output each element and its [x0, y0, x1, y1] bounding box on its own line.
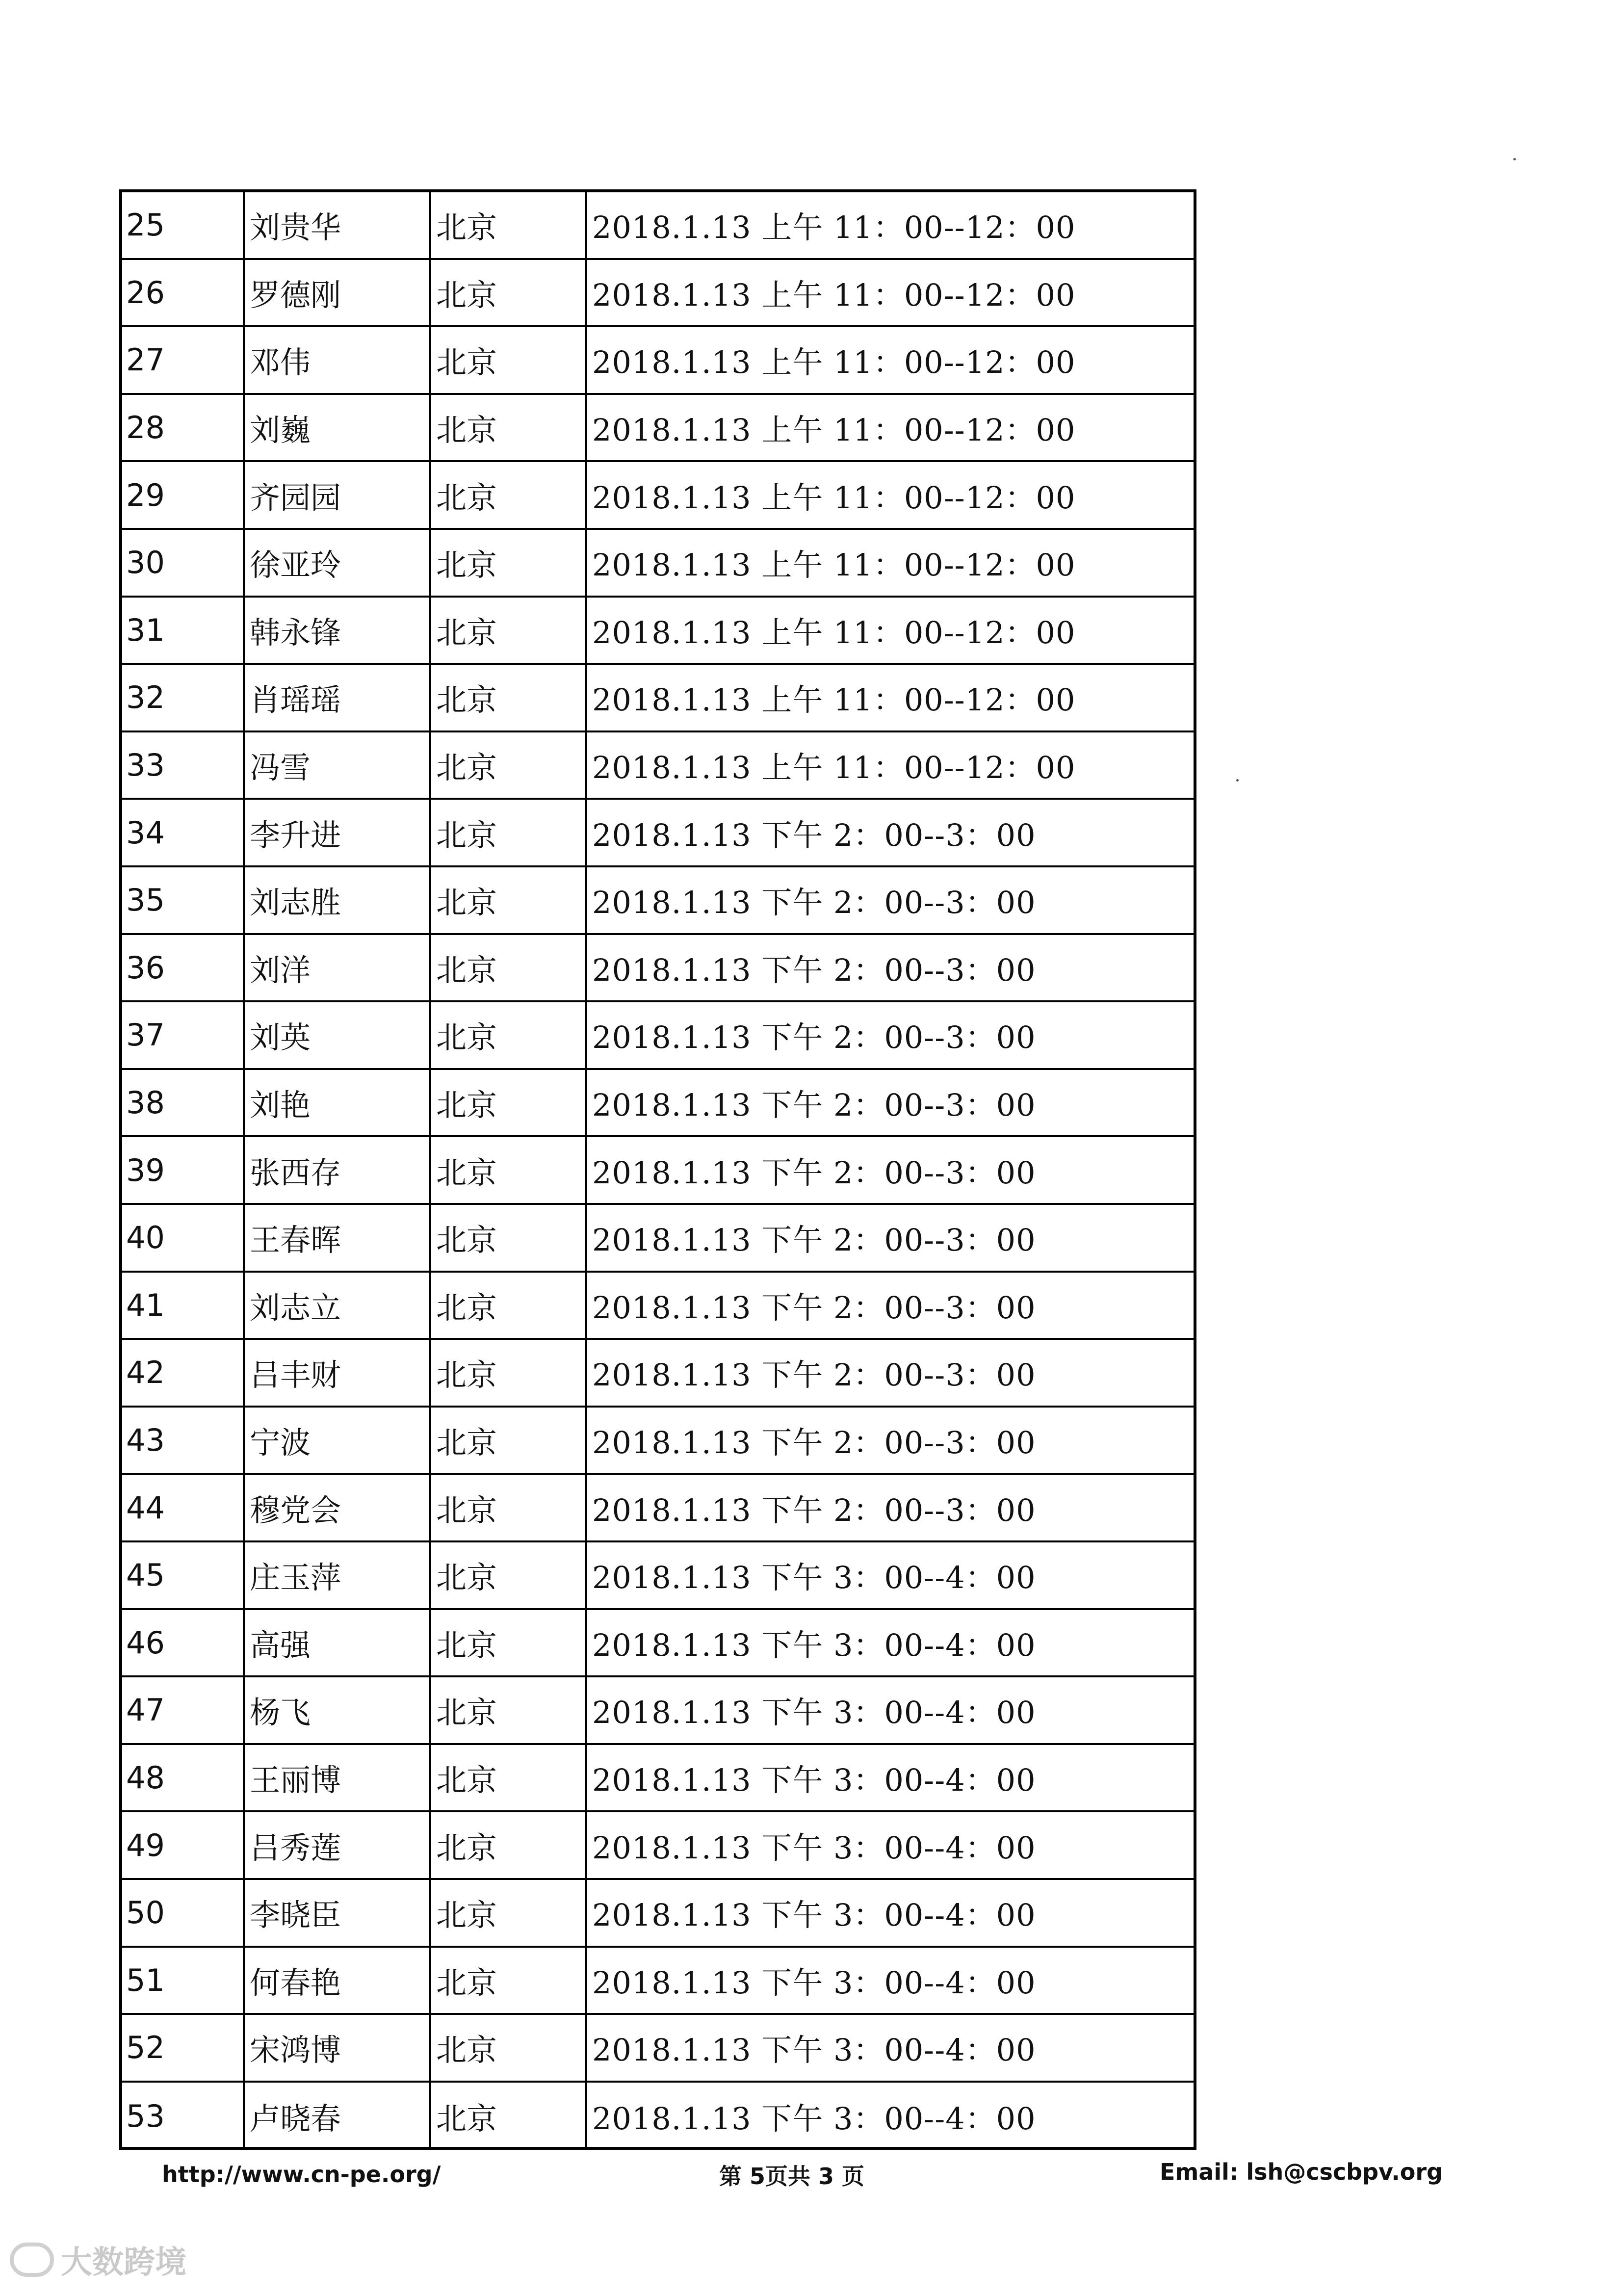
row-number: 29: [126, 477, 165, 513]
row-number: 35: [126, 882, 165, 918]
row-name: 张西存: [250, 1154, 341, 1191]
row-number: 50: [126, 1895, 165, 1931]
row-city: 北京: [436, 1019, 497, 1056]
table-row: [122, 1812, 1194, 1880]
row-time: 2018.1.13 上午 11：00--12：00: [592, 547, 1076, 583]
footer-page-number: 第 5页共 3 页: [719, 2163, 865, 2190]
row-number: 53: [126, 2098, 165, 2135]
row-name: 李升进: [250, 817, 341, 853]
table-row: [122, 1205, 1194, 1273]
table-row: [122, 598, 1194, 665]
row-number: 25: [126, 207, 165, 243]
table-row: [122, 1002, 1194, 1070]
row-city: 北京: [436, 750, 497, 786]
table-row: [122, 1745, 1194, 1813]
schedule-table: [119, 189, 1196, 2150]
row-name: 邓伟: [250, 344, 311, 381]
row-city: 北京: [436, 614, 497, 651]
row-name: 刘贵华: [250, 209, 341, 246]
table-row: [122, 1070, 1194, 1138]
row-city: 北京: [436, 1087, 497, 1123]
row-time: 2018.1.13 下午 2：00--3：00: [592, 817, 1036, 853]
row-number: 33: [126, 747, 165, 783]
row-name: 高强: [250, 1627, 311, 1663]
row-number: 27: [126, 342, 165, 378]
row-time: 2018.1.13 下午 2：00--3：00: [592, 885, 1036, 921]
row-number: 38: [126, 1085, 165, 1121]
row-city: 北京: [436, 952, 497, 988]
row-name: 何春艳: [250, 1964, 341, 2001]
row-city: 北京: [436, 209, 497, 246]
row-city: 北京: [436, 547, 497, 583]
row-city: 北京: [436, 817, 497, 853]
watermark-logo-icon: [10, 2243, 54, 2277]
row-time: 2018.1.13 下午 3：00--4：00: [592, 1897, 1036, 1933]
row-time: 2018.1.13 下午 3：00--4：00: [592, 1829, 1036, 1866]
row-name: 李晓臣: [250, 1897, 341, 1933]
row-name: 韩永锋: [250, 614, 341, 651]
row-time: 2018.1.13 下午 3：00--4：00: [592, 2032, 1036, 2068]
row-time: 2018.1.13 下午 2：00--3：00: [592, 1492, 1036, 1528]
row-time: 2018.1.13 下午 2：00--3：00: [592, 1222, 1036, 1258]
table-row: [122, 327, 1194, 395]
row-name: 卢晓春: [250, 2101, 341, 2137]
row-time: 2018.1.13 上午 11：00--12：00: [592, 277, 1076, 313]
row-city: 北京: [436, 1964, 497, 2001]
row-name: 刘英: [250, 1019, 311, 1056]
row-name: 宋鸿博: [250, 2032, 341, 2068]
table-row: [122, 665, 1194, 732]
row-time: 2018.1.13 下午 3：00--4：00: [592, 2101, 1036, 2137]
row-city: 北京: [436, 2032, 497, 2068]
footer-url: http://www.cn-pe.org/: [162, 2161, 441, 2188]
row-time: 2018.1.13 下午 2：00--3：00: [592, 1357, 1036, 1393]
row-name: 穆党会: [250, 1492, 341, 1528]
table-row: [122, 1408, 1194, 1475]
row-time: 2018.1.13 下午 3：00--4：00: [592, 1695, 1036, 1731]
table-row: [122, 530, 1194, 598]
row-name: 齐园园: [250, 479, 341, 516]
row-number: 36: [126, 949, 165, 986]
row-time: 2018.1.13 下午 3：00--4：00: [592, 1762, 1036, 1799]
row-name: 杨飞: [250, 1695, 311, 1731]
row-time: 2018.1.13 上午 11：00--12：00: [592, 479, 1076, 516]
table-row: [122, 192, 1194, 260]
row-time: 2018.1.13 上午 11：00--12：00: [592, 209, 1076, 246]
table-row: [122, 732, 1194, 800]
row-time: 2018.1.13 下午 2：00--3：00: [592, 1019, 1036, 1056]
row-time: 2018.1.13 上午 11：00--12：00: [592, 344, 1076, 381]
watermark-text: 大数跨境: [61, 2244, 186, 2281]
table-row: [122, 2083, 1194, 2150]
table-row: [122, 1677, 1194, 1745]
row-time: 2018.1.13 上午 11：00--12：00: [592, 614, 1076, 651]
row-number: 41: [126, 1287, 165, 1323]
row-time: 2018.1.13 下午 3：00--4：00: [592, 1560, 1036, 1596]
row-name: 徐亚玲: [250, 547, 341, 583]
footer-email: Email: lsh@cscbpv.org: [1160, 2159, 1443, 2185]
table-row: [122, 1137, 1194, 1205]
row-number: 52: [126, 2030, 165, 2066]
row-number: 48: [126, 1760, 165, 1796]
row-city: 北京: [436, 682, 497, 718]
row-number: 49: [126, 1827, 165, 1863]
row-city: 北京: [436, 412, 497, 448]
row-name: 王春晖: [250, 1222, 341, 1258]
row-number: 31: [126, 612, 165, 648]
row-city: 北京: [436, 1695, 497, 1731]
row-city: 北京: [436, 1357, 497, 1393]
row-number: 51: [126, 1962, 165, 1998]
row-city: 北京: [436, 479, 497, 516]
row-time: 2018.1.13 下午 2：00--3：00: [592, 1154, 1036, 1191]
row-city: 北京: [436, 1627, 497, 1663]
row-name: 刘艳: [250, 1087, 311, 1123]
row-number: 39: [126, 1152, 165, 1188]
row-number: 46: [126, 1624, 165, 1661]
row-number: 37: [126, 1017, 165, 1053]
row-name: 庄玉萍: [250, 1560, 341, 1596]
row-time: 2018.1.13 下午 2：00--3：00: [592, 1289, 1036, 1326]
table-row: [122, 1610, 1194, 1678]
table-row: [122, 1340, 1194, 1408]
row-number: 34: [126, 814, 165, 851]
table-row: [122, 1273, 1194, 1340]
row-city: 北京: [436, 885, 497, 921]
table-row: [122, 935, 1194, 1003]
row-city: 北京: [436, 1154, 497, 1191]
row-name: 吕丰财: [250, 1357, 341, 1393]
table-row: [122, 2015, 1194, 2083]
row-name: 刘志立: [250, 1289, 341, 1326]
row-time: 2018.1.13 上午 11：00--12：00: [592, 750, 1076, 786]
row-name: 吕秀莲: [250, 1829, 341, 1866]
scan-speck: [1236, 779, 1239, 782]
row-city: 北京: [436, 1897, 497, 1933]
row-number: 26: [126, 274, 165, 311]
row-city: 北京: [436, 1762, 497, 1799]
row-time: 2018.1.13 上午 11：00--12：00: [592, 682, 1076, 718]
row-number: 28: [126, 410, 165, 446]
row-number: 42: [126, 1355, 165, 1391]
row-city: 北京: [436, 1829, 497, 1866]
table-row: [122, 1948, 1194, 2015]
row-number: 47: [126, 1692, 165, 1728]
table-row: [122, 1475, 1194, 1542]
scan-speck: [1513, 158, 1516, 160]
row-name: 罗德刚: [250, 277, 341, 313]
table-row: [122, 462, 1194, 530]
row-number: 43: [126, 1422, 165, 1459]
row-name: 肖瑶瑶: [250, 682, 341, 718]
row-time: 2018.1.13 下午 2：00--3：00: [592, 1425, 1036, 1461]
row-city: 北京: [436, 1492, 497, 1528]
row-city: 北京: [436, 1289, 497, 1326]
row-name: 冯雪: [250, 750, 311, 786]
row-time: 2018.1.13 上午 11：00--12：00: [592, 412, 1076, 448]
row-time: 2018.1.13 下午 2：00--3：00: [592, 952, 1036, 988]
row-number: 44: [126, 1489, 165, 1526]
row-city: 北京: [436, 277, 497, 313]
row-name: 刘洋: [250, 952, 311, 988]
row-number: 30: [126, 545, 165, 581]
row-name: 刘巍: [250, 412, 311, 448]
table-row: [122, 395, 1194, 463]
row-number: 45: [126, 1557, 165, 1593]
row-city: 北京: [436, 1425, 497, 1461]
table-row: [122, 867, 1194, 935]
table-row: [122, 1880, 1194, 1948]
row-city: 北京: [436, 2101, 497, 2137]
row-city: 北京: [436, 1222, 497, 1258]
row-number: 40: [126, 1220, 165, 1256]
row-time: 2018.1.13 下午 2：00--3：00: [592, 1087, 1036, 1123]
row-time: 2018.1.13 下午 3：00--4：00: [592, 1627, 1036, 1663]
row-time: 2018.1.13 下午 3：00--4：00: [592, 1964, 1036, 2001]
row-city: 北京: [436, 344, 497, 381]
row-name: 刘志胜: [250, 885, 341, 921]
row-city: 北京: [436, 1560, 497, 1596]
table-row: [122, 1542, 1194, 1610]
watermark: [10, 2237, 186, 2282]
table-row: [122, 800, 1194, 867]
table-row: [122, 260, 1194, 328]
row-name: 王丽博: [250, 1762, 341, 1799]
row-number: 32: [126, 679, 165, 716]
row-name: 宁波: [250, 1425, 311, 1461]
